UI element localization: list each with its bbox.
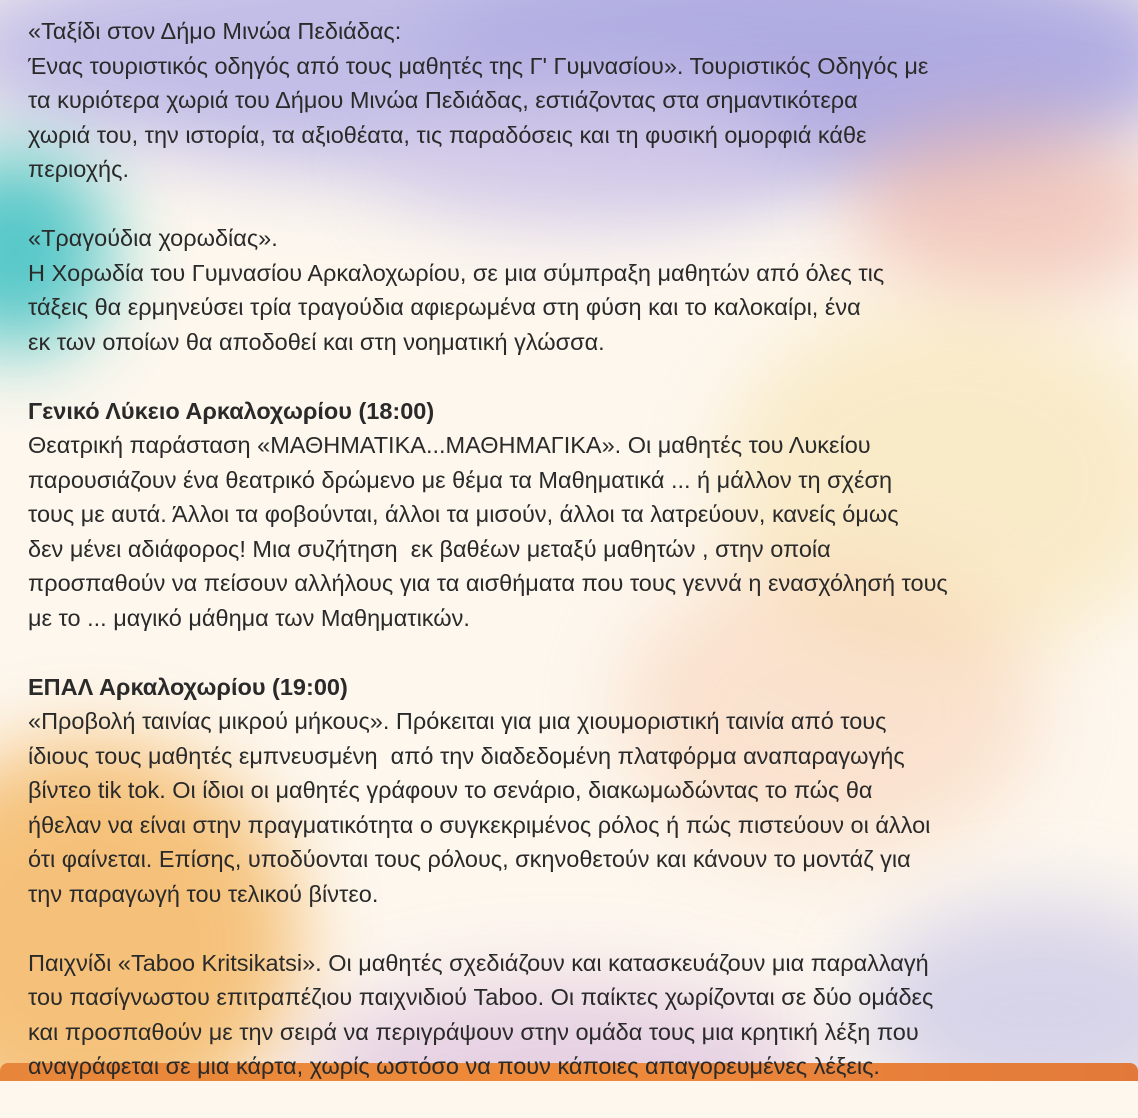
text-line: «Ταξίδι στον Δήμο Μινώα Πεδιάδας:: [28, 18, 402, 44]
text-line: δεν μένει αδιάφορος! Μια συζήτηση εκ βαθέων μεταξύ μαθητών , στην οποία: [28, 535, 831, 562]
section-taboo-game: [28, 946, 1120, 1084]
section-lyceum: [28, 394, 1120, 636]
text-line: Η Χορωδία του Γυμνασίου Αρκαλοχωρίου, σε μια σύμπραξη μαθητών από όλες τις: [28, 259, 885, 286]
text-line: του πασίγνωστου επιτραπέζιου παιχνιδιού Taboo. Οι παίκτες χωρίζονται σε δύο ομάδες: [28, 984, 934, 1010]
text-line: τάξεις θα ερμηνεύσει τρία τραγούδια αφιερωμένα στη φύση και το καλοκαίρι, ένα: [28, 294, 861, 320]
text-line: τους με αυτά. Άλλοι τα φοβούνται, άλλοι τα μισούν, άλλοι τα λατρεύουν, κανείς όμως: [28, 501, 899, 527]
section-choir-songs: [28, 221, 1120, 359]
text-line: χωριά του, την ιστορία, τα αξιοθέατα, τις παραδόσεις και τη φυσική ομορφιά κάθε: [28, 121, 867, 148]
text-line: παρουσιάζουν ένα θεατρικό δρώμενο με θέμα τα Μαθηματικά ... ή μάλλον τη σχέση: [28, 466, 893, 493]
text-line: την παραγωγή του τελικού βίντεο.: [28, 880, 379, 907]
text-line: «Τραγούδια χορωδίας».: [28, 225, 278, 251]
text-line: αναγράφεται σε μια κάρτα, χωρίς ωστόσο να πουν κάποιες απαγορευμένες λέξεις.: [28, 1053, 880, 1079]
text-line: «Προβολή ταινίας μικρού μήκους». Πρόκειται για μια χιουμοριστική ταινία από τους: [28, 708, 887, 734]
text-line: ότι φαίνεται. Επίσης, υποδύονται τους ρόλους, σκηνοθετούν και κάνουν το μοντάζ για: [28, 846, 911, 872]
text-line: τα κυριότερα χωριά του Δήμου Μινώα Πεδιάδας, εστιάζοντας στα σημαντικότερα: [28, 87, 858, 113]
text-line: περιοχής.: [28, 156, 129, 182]
text-line: με το ... μαγικό μάθημα των Μαθηματικών.: [28, 604, 470, 631]
text-line: ήθελαν να είναι στην πραγματικότητα ο συγκεκριμένος ρόλος ή πώς πιστεύουν οι άλλοι: [28, 811, 931, 838]
section-heading: Γενικό Λύκειο Αρκαλοχωρίου (18:00): [28, 397, 435, 424]
text-line: Ένας τουριστικός οδηγός από τους μαθητές της Γ' Γυμνασίου». Τουριστικός Οδηγός με: [28, 52, 929, 79]
text-line: ίδιους τους μαθητές εμπνευσμένη από την διαδεδομένη πλατφόρμα αναπαραγωγής: [28, 742, 905, 769]
text-line: προσπαθούν να πείσουν αλλήλους για τα αισθήματα που τους γεννά η ενασχόλησή τους: [28, 570, 948, 596]
section-heading: ΕΠΑΛ Αρκαλοχωρίου (19:00): [28, 673, 348, 700]
text-line: και προσπαθούν με την σειρά να περιγράψουν στην ομάδα τους μια κρητική λέξη που: [28, 1018, 919, 1045]
section-epal: [28, 670, 1120, 912]
text-line: Θεατρική παράσταση «ΜΑΘΗΜΑΤΙΚΑ...ΜΑΘΗΜΑΓΙΚΑ». Οι μαθητές του Λυκείου: [28, 432, 871, 458]
text-line: Παιχνίδι «Taboo Kritsikatsi». Οι μαθητές σχεδιάζουν και κατασκευάζουν μια παραλλαγή: [28, 949, 929, 976]
text-line: εκ των οποίων θα αποδοθεί και στη νοηματική γλώσσα.: [28, 328, 605, 355]
section-tourist-guide: [28, 14, 1120, 187]
text-line: βίντεο tik tok. Οι ίδιοι οι μαθητές γράφουν το σενάριο, διακωμωδώντας το πώς θα: [28, 777, 873, 803]
document-body: [28, 14, 1120, 1118]
